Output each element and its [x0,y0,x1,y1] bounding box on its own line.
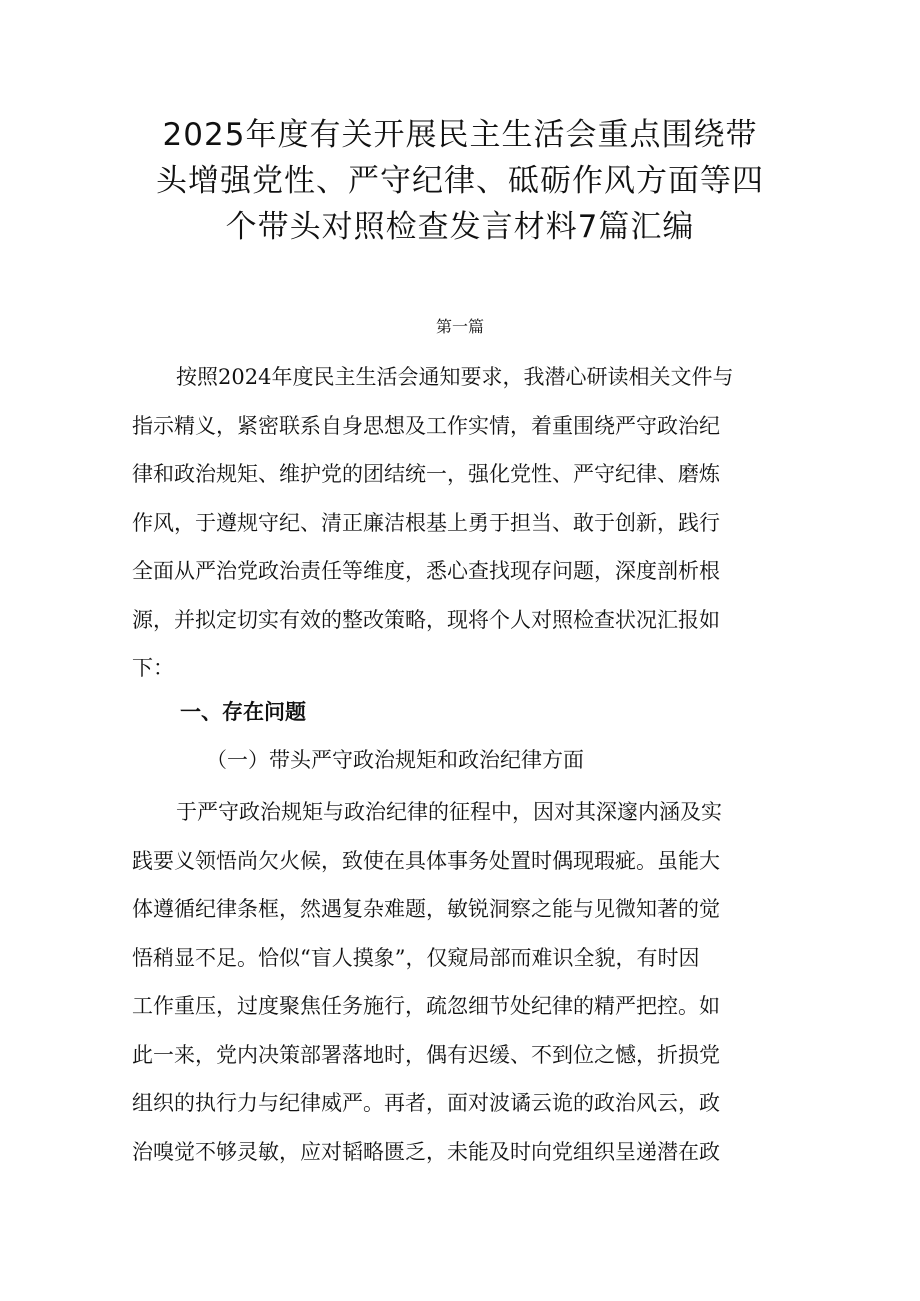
document-title [110,112,810,250]
paragraph-line: 作风，于遵规守纪、清正廉洁根基上勇于担当、敢于创新，践行 [132,510,720,535]
intro-paragraph [132,353,792,693]
paragraph-line: 组织的执行力与纪律威严。再者，面对波谲云诡的政治风云，政 [132,1091,720,1115]
paragraph-line: 悟稍显不足。恰似“盲人摸象”，仅窥局部而难识全貌，有时因 [132,945,700,970]
paragraph-line: 于严守政治规矩与政治纪律的征程中，因对其深邃内涵及实 [176,800,722,824]
title-line: 2025年度有关开展民主生活会重点围绕带 [162,117,758,153]
paragraph-line: 下： [132,656,174,680]
paragraph-line: 源，并拟定切实有效的整改策略，现将个人对照检查状况汇报如 [132,607,720,632]
title-line: 头增强党性、严守纪律、砥砺作风方面等四 [156,163,764,199]
subheading-political-discipline: （一）带头严守政治规矩和政治纪律方面 [206,748,584,772]
paragraph-line: 指示精义，紧密联系自身思想及工作实情，着重围绕严守政治纪 [132,413,720,438]
paragraph-line: 体遵循纪律条框，然遇复杂难题，敏锐洞察之能与见微知著的觉 [132,897,720,921]
paragraph-line: 全面从严治党政治责任等维度，悉心查找现存问题，深度剖析根 [132,559,720,583]
paragraph-line: 律和政治规矩、维护党的团结统一，强化党性、严守纪律、磨炼 [132,462,720,486]
title-line: 个带头对照检查发言材料7篇汇编 [225,209,695,245]
paragraph-line: 践要义领悟尚欠火候，致使在具体事务处置时偶现瑕疵。虽能大 [132,848,720,873]
section-label: 第一篇 [435,317,484,336]
paragraph-line: 此一来，党内决策部署落地时，偶有迟缓、不到位之憾，折损党 [132,1042,720,1067]
paragraph-line: 按照2024年度民主生活会通知要求，我潜心研读相关文件与 [176,365,734,389]
paragraph-line: 工作重压，过度聚焦任务施行，疏忽细节处纪律的精严把控。如 [132,994,720,1018]
heading-existing-problems: 一、存在问题 [180,700,306,724]
body-paragraph [132,788,792,1176]
paragraph-line: 治嗅觉不够灵敏，应对韬略匮乏，未能及时向党组织呈递潜在政 [132,1139,720,1164]
